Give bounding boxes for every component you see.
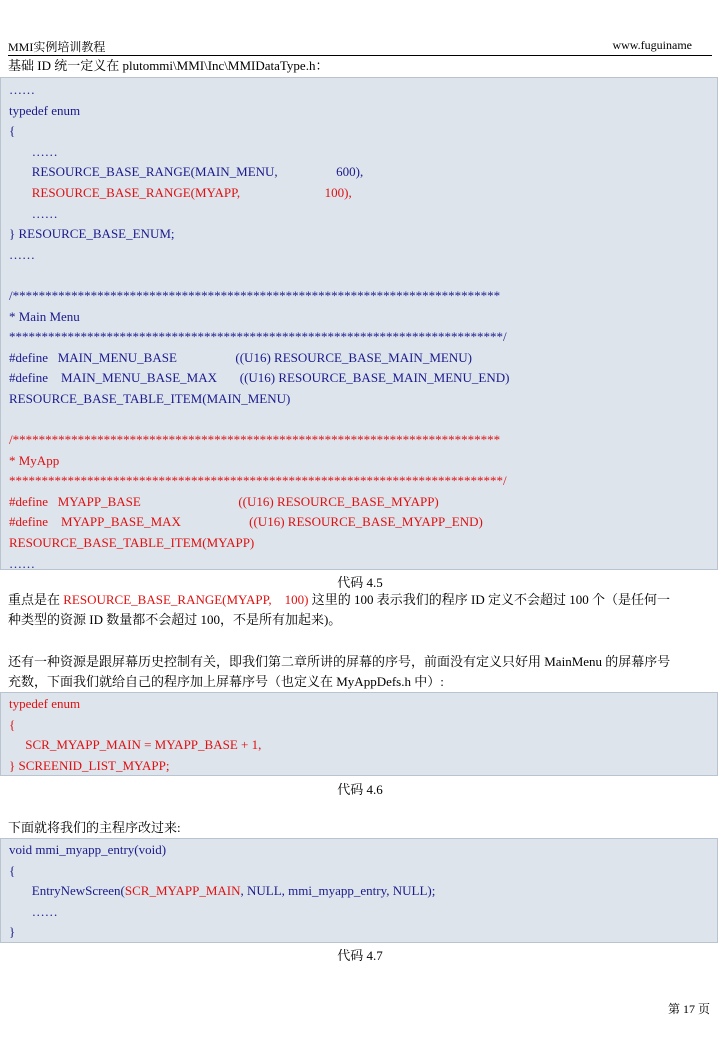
paragraph-3: 下面就将我们的主程序改过来: bbox=[8, 820, 181, 835]
paragraph-2-line1: 还有一种资源是跟屏幕历史控制有关，即我们第二章所讲的屏幕的序号，前面没有定义只好用 MainMenu 的屏幕序号 bbox=[8, 654, 671, 669]
code-line: ****************************************************************************/ bbox=[9, 473, 507, 489]
code-line: …… bbox=[9, 82, 35, 97]
code-segment: EntryNewScreen( bbox=[9, 883, 125, 899]
code-line: * Main Menu bbox=[9, 308, 80, 324]
code-line: …… bbox=[9, 143, 58, 159]
code-line: { bbox=[9, 716, 16, 732]
code-line: …… bbox=[9, 205, 58, 221]
intro-text: 基础 ID 统一定义在 plutommi\MMI\Inc\MMIDataType.h： bbox=[8, 58, 329, 73]
code-line: typedef enum bbox=[9, 102, 81, 118]
paragraph-1-line2: 种类型的资源 ID 数量都不会超过 100，不是所有加起来)。 bbox=[8, 612, 342, 627]
caption-4-7: 代码 4.7 bbox=[337, 948, 383, 963]
paragraph-1-a: 重点是在 bbox=[8, 592, 64, 607]
code-line: void mmi_myapp_entry(void) bbox=[9, 842, 167, 857]
code-block-4-5 bbox=[0, 77, 718, 570]
code-line: #define MAIN_MENU_BASE ((U16) RESOURCE_BASE_MAIN_MENU) bbox=[9, 349, 472, 365]
code-line: { bbox=[9, 862, 16, 878]
code-segment: , NULL, mmi_myapp_entry, NULL); bbox=[240, 883, 436, 899]
code-line: #define MYAPP_BASE ((U16) RESOURCE_BASE_MYAPP) bbox=[9, 493, 439, 509]
code-line: * MyApp bbox=[9, 452, 60, 468]
code-line bbox=[9, 881, 709, 902]
site-url: www.fuguiname bbox=[612, 38, 692, 52]
paragraph-1 bbox=[8, 590, 670, 610]
code-line: #define MYAPP_BASE_MAX ((U16) RESOURCE_BASE_MYAPP_END) bbox=[9, 514, 483, 530]
code-line: /*************************************************************************** bbox=[9, 287, 501, 303]
code-block-4-7 bbox=[0, 838, 718, 943]
code-line: …… bbox=[9, 555, 35, 571]
caption-4-6: 代码 4.6 bbox=[337, 782, 383, 797]
code-line: } RESOURCE_BASE_ENUM; bbox=[9, 226, 175, 242]
code-segment-highlight: SCR_MYAPP_MAIN bbox=[124, 883, 241, 899]
code-line: RESOURCE_BASE_RANGE(MAIN_MENU, 600), bbox=[9, 164, 364, 180]
code-line: } bbox=[9, 924, 16, 940]
code-line bbox=[9, 265, 709, 286]
caption-4-5: 代码 4.5 bbox=[337, 575, 383, 590]
code-line: SCR_MYAPP_MAIN = MYAPP_BASE + 1, bbox=[9, 737, 262, 753]
page-header bbox=[8, 38, 712, 56]
code-line: } SCREENID_LIST_MYAPP; bbox=[9, 757, 170, 773]
code-line: RESOURCE_BASE_RANGE(MYAPP, 100), bbox=[9, 184, 352, 200]
code-line: /*************************************************************************** bbox=[9, 432, 501, 448]
code-line bbox=[9, 410, 709, 431]
code-line: …… bbox=[9, 246, 35, 262]
code-line: RESOURCE_BASE_TABLE_ITEM(MYAPP) bbox=[9, 535, 255, 551]
doc-title: MMI实例培训教程 bbox=[8, 40, 106, 54]
code-line: { bbox=[9, 123, 16, 139]
code-block-4-6 bbox=[0, 692, 718, 776]
code-line: ****************************************************************************/ bbox=[9, 329, 507, 345]
code-line: RESOURCE_BASE_TABLE_ITEM(MAIN_MENU) bbox=[9, 390, 291, 406]
code-line: …… bbox=[9, 903, 58, 919]
paragraph-1-b: 这里的 100 表示我们的程序 ID 定义不会超过 100 个（是任何一 bbox=[308, 592, 670, 607]
paragraph-1-code: RESOURCE_BASE_RANGE(MYAPP, 100) bbox=[63, 592, 309, 607]
code-line: #define MAIN_MENU_BASE_MAX ((U16) RESOURCE_BASE_MAIN_MENU_END) bbox=[9, 370, 510, 386]
paragraph-2-line2: 充数，下面我们就给自己的程序加上屏幕序号（也定义在 MyAppDefs.h 中）: bbox=[8, 674, 444, 689]
code-line: typedef enum bbox=[9, 696, 81, 711]
page-number: 第 17 页 bbox=[667, 1002, 710, 1016]
